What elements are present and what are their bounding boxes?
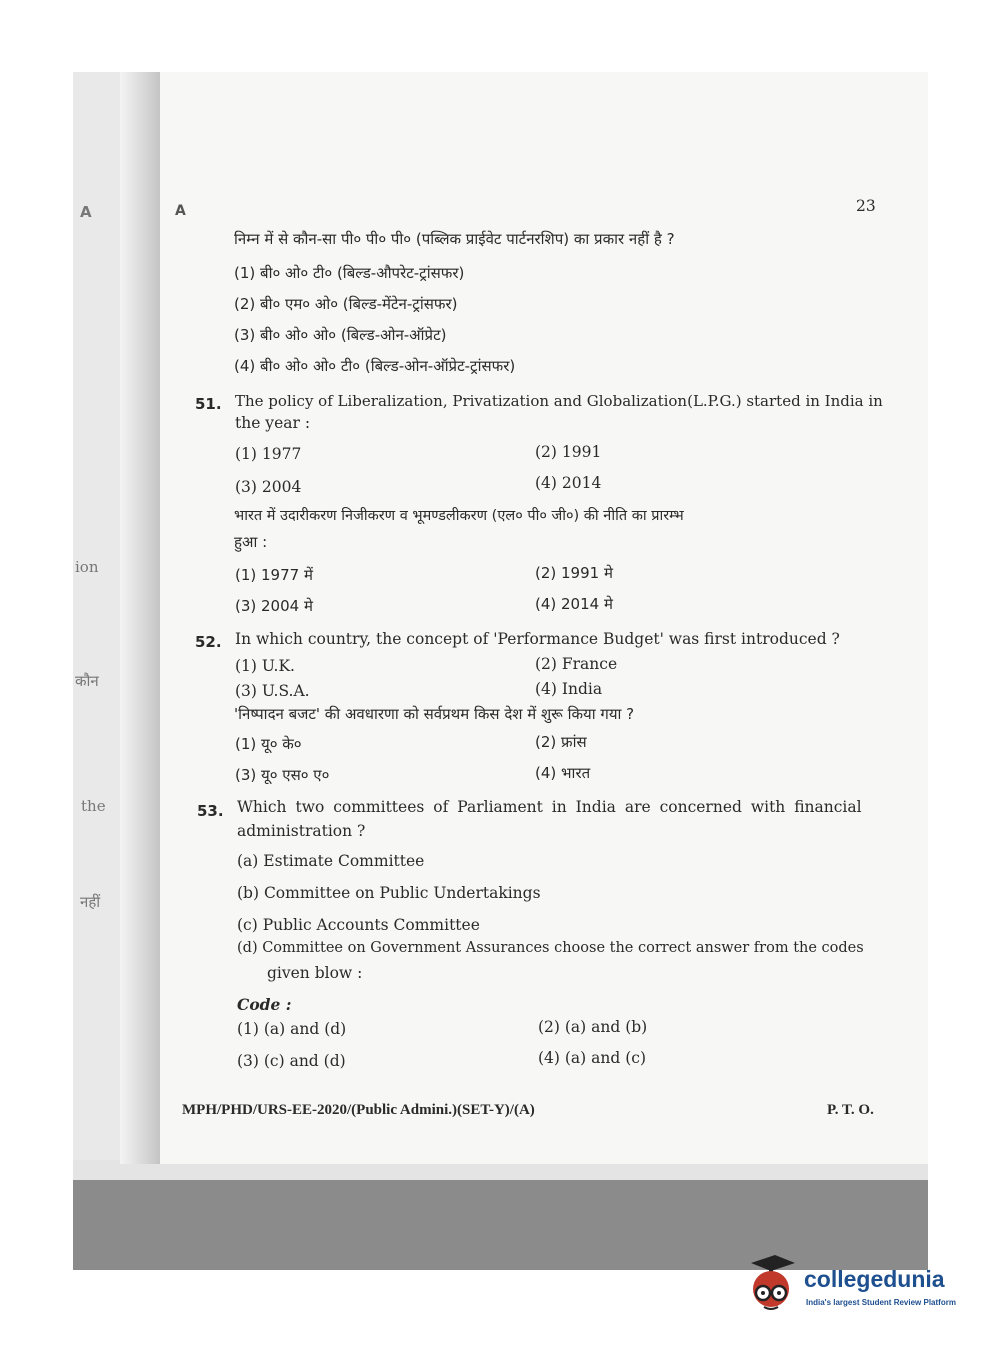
q51-option: (4) 2014 (535, 474, 602, 492)
q53-item: (c) Public Accounts Committee (237, 916, 480, 934)
q53-item: (b) Committee on Public Undertakings (237, 884, 541, 902)
q52-stem-hindi: 'निष्पादन बजट' की अवधारणा को सर्वप्रथम किस देश में शुरू किया गया ? (234, 705, 635, 723)
margin-fragment: the (81, 797, 106, 815)
q53-item: (a) Estimate Committee (237, 852, 425, 870)
q51-option-hindi: (2) 1991 मे (535, 564, 613, 582)
q52-option: (4) India (535, 680, 603, 698)
q53-item: (d) Committee on Government Assurances choose the correct answer from the codes (237, 940, 864, 956)
q50-option: (1) बी० ओ० टी० (बिल्ड-औपरेट-ट्रांसफर) (234, 264, 465, 282)
q50-option: (4) बी० ओ० ओ० टी० (बिल्ड-ओन-ऑप्रेट-ट्रांसफर) (234, 357, 516, 375)
q50-option: (3) बी० ओ० ओ० (बिल्ड-ओन-ऑप्रेट) (234, 326, 447, 344)
margin-fragment: कौन (75, 672, 99, 690)
q51-stem-hindi: भारत में उदारीकरण निजीकरण व भूमण्डलीकरण (एल० पी० जी०) की नीति का प्रारम्भ (234, 508, 684, 524)
paper-code-footer: MPH/PHD/URS-EE-2020/(Public Admini.)(SET-Y)/(A) (182, 1102, 535, 1118)
q51-stem-hindi-continued: हुआ : (234, 533, 268, 551)
q52-option-hindi: (3) यू० एस० ए० (235, 766, 330, 784)
q51-stem: The policy of Liberalization, Privatization and Globalization(L.P.G.) started in India in (235, 392, 883, 410)
q52-option: (3) U.S.A. (235, 682, 310, 700)
q51-option: (3) 2004 (235, 478, 302, 496)
margin-fragment: ion (75, 558, 99, 576)
page-series-letter: A (175, 203, 186, 219)
q53-item-continued: given blow : (267, 964, 363, 982)
q53-option: (3) (c) and (d) (237, 1052, 346, 1070)
q52-option-hindi: (1) यू० के० (235, 735, 302, 753)
q53-number: 53. (197, 802, 224, 820)
q51-stem-continued: the year : (235, 414, 311, 432)
q53-option: (1) (a) and (d) (237, 1020, 347, 1038)
q53-option: (2) (a) and (b) (538, 1018, 648, 1036)
q50-option: (2) बी० एम० ओ० (बिल्ड-मेंटेन-ट्रांसफर) (234, 295, 458, 313)
q50-stem-hindi: निम्न में से कौन-सा पी० पी० पी० (पब्लिक प्राईवेट पार्टनरशिप) का प्रकार नहीं है ? (234, 230, 675, 248)
collegedunia-logo-text: collegedunia (804, 1266, 945, 1292)
q52-option-hindi: (4) भारत (535, 764, 591, 782)
page-number: 23 (856, 197, 876, 215)
collegedunia-tagline: India's largest Student Review Platform (806, 1298, 956, 1307)
q51-option: (1) 1977 (235, 445, 302, 463)
q53-stem-continued: administration ? (237, 822, 366, 840)
q53-code-label: Code : (237, 995, 292, 1014)
q51-option: (2) 1991 (535, 443, 602, 461)
q51-option-hindi: (3) 2004 मे (235, 597, 313, 615)
margin-fragment: A (80, 203, 92, 221)
q53-option: (4) (a) and (c) (538, 1049, 646, 1067)
q52-option: (1) U.K. (235, 657, 295, 675)
pto-label: P. T. O. (827, 1102, 874, 1118)
q52-stem: In which country, the concept of 'Performance Budget' was first introduced ? (235, 630, 840, 648)
collegedunia-mascot-icon (745, 1255, 797, 1315)
q52-option: (2) France (535, 655, 618, 673)
q51-number: 51. (195, 395, 222, 413)
q51-option-hindi: (1) 1977 में (235, 566, 313, 584)
q51-option-hindi: (4) 2014 मे (535, 595, 613, 613)
q53-stem: Which two committees of Parliament in India are concerned with financial (237, 798, 862, 816)
margin-fragment: नहीं (80, 893, 101, 911)
q52-option-hindi: (2) फ्रांस (535, 733, 587, 751)
q52-number: 52. (195, 633, 222, 651)
page-fold-shadow (120, 72, 160, 1164)
